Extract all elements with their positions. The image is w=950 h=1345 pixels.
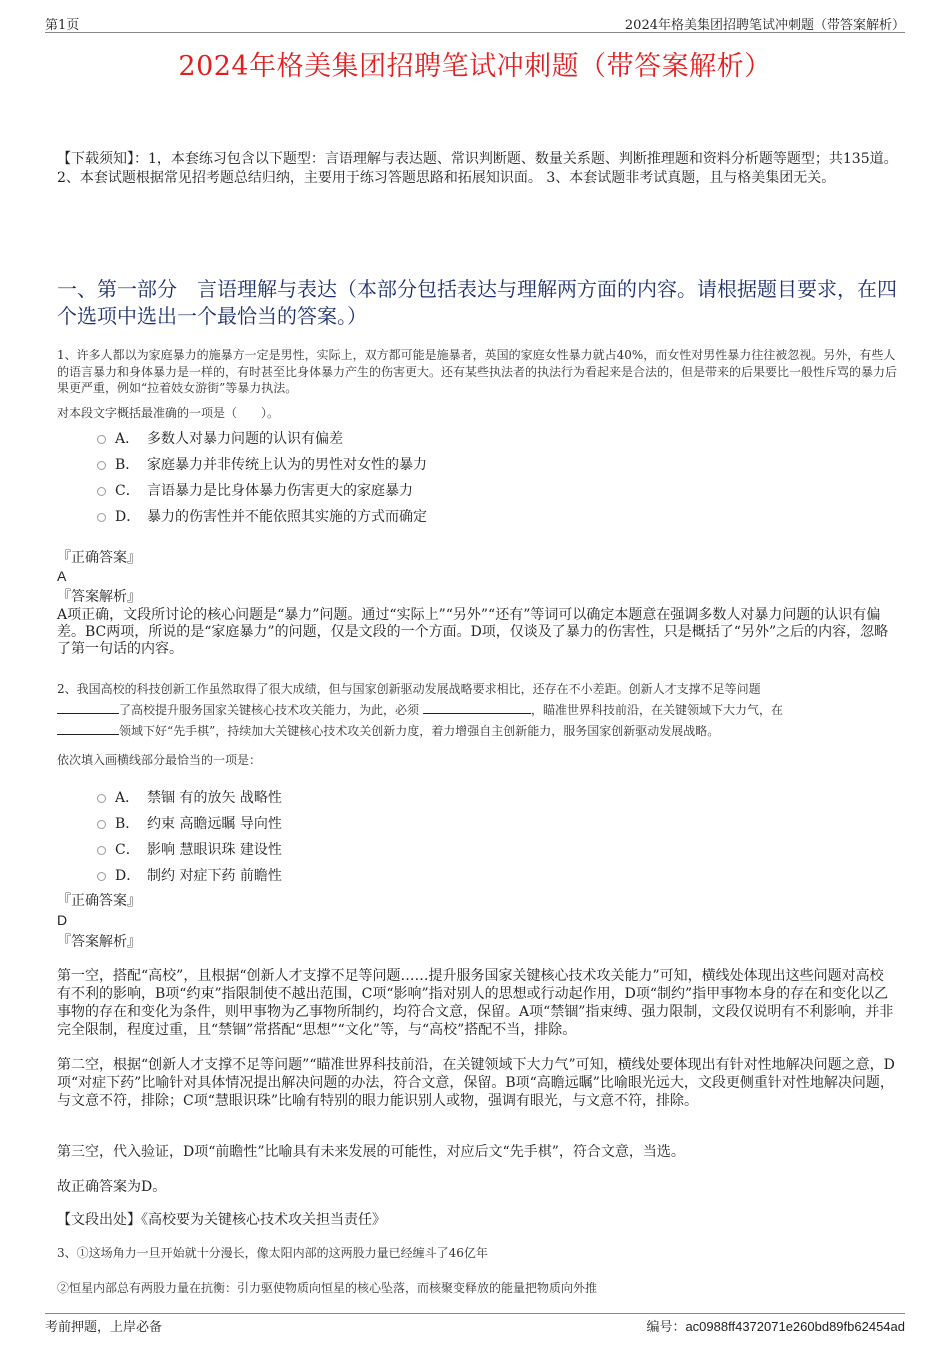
blank-2 xyxy=(423,701,531,714)
q1-options xyxy=(97,426,427,530)
q2-options xyxy=(97,785,282,889)
radio-icon[interactable] xyxy=(97,513,106,522)
q2-analysis-1: 第一空，搭配“高校”，且根据“创新人才支撑不足等问题……提升服务国家关键核心技术攻关能力”可知，横线处体现出这些问题对高校有不利的影响，B项“约束”指限制使不越出范围，C项“影响”指对别人的思想或行动起作用，D项“制约”指甲事物本身的存在和变化以乙事物的存在和变化为条件，则甲事物为乙事物所制约，均符合文意，保留。A项“禁锢”指束缚、强力限制，文段仅说明有不利影响，并非完全限制，程度过重，且“禁锢”常搭配“思想”“文化”等，与“高校”搭配不当，排除。 xyxy=(57,968,894,1038)
q2-stem: 2、我国高校的科技创新工作虽然取得了很大成绩，但与国家创新驱动发展战略要求相比，还存在不小差距。创新人才支撑不足等问题 了高校提升服务国家关键核心技术攻关能力，为此，必须 ，瞄准世界科技前沿，在关键领域下大力气，在 领域下好“先手棋”，持续加大关键核心技术攻关创新力度，着力增强自主创新能力，服务国家创新驱动发展战略。 xyxy=(57,682,784,738)
blank-1 xyxy=(57,701,119,714)
header-doc-title: 2024年格美集团招聘笔试冲刺题（带答案解析） xyxy=(624,18,905,33)
q2-analysis-2: 第二空，根据“创新人才支撑不足等问题”“瞄准世界科技前沿，在关键领域下大力气”可知，横线处要体现出有针对性地解决问题之意，D项“对症下药”比喻针对具体情况提出解决问题的办法，符合文意，保留。B项“高瞻远瞩”比喻眼光远大，文段更侧重针对性地解决问题，与文意不符，排除；C项“慧眼识珠”比喻有特别的眼力能识别人或物，强调有眼光，与文意不符，排除。 xyxy=(57,1057,895,1109)
page-header xyxy=(45,14,905,33)
q1-question: 对本段文字概括最准确的一项是（ ）。 xyxy=(57,406,280,420)
document-title: 2024年格美集团招聘笔试冲刺题（带答案解析） xyxy=(178,51,772,82)
footer-slogan: 考前押题，上岸必备 xyxy=(45,1320,163,1335)
radio-icon[interactable] xyxy=(97,487,106,496)
q1-analysis: A项正确，文段所讨论的核心问题是“暴力”问题。通过“实际上”“另外”“还有”等词可以确定本题意在强调多数人对暴力问题的认识有偏差。BC两项，所说的是“家庭暴力”的问题，仅是文段的一个方面。D项，仅谈及了暴力的伤害性，只是概括了“另外”之后的内容，忽略了第一句话的内容。 xyxy=(57,607,889,657)
q1-option-c[interactable]: C． 言语暴力是比身体暴力伤害更大的家庭暴力 xyxy=(97,478,427,504)
q1-analysis-label: 『答案解析』 xyxy=(57,589,141,605)
q1-stem: 1、许多人都以为家庭暴力的施暴方一定是男性，实际上，双方都可能是施暴者，英国的家庭女性暴力就占40%，而女性对男性暴力往往被忽视。另外，有些人的语言暴力和身体暴力是一样的，有时甚至比身体暴力产生的伤害更大。还有某些执法者的执法行为看起来是合法的，但是带来的后果要比一般性斥骂的暴力后果更严重，例如“拉着妓女游街”等暴力执法。 xyxy=(57,348,898,395)
q2-option-a[interactable]: A． 禁锢 有的放矢 战略性 xyxy=(97,785,282,811)
q1-correct-answer: A xyxy=(57,568,67,584)
q1-option-b[interactable]: B． 家庭暴力并非传统上认为的男性对女性的暴力 xyxy=(97,452,427,478)
footer-code: 编号：ac0988ff4372071e260bd89fb62454ad xyxy=(646,1319,905,1335)
page-footer xyxy=(45,1313,905,1336)
q2-option-d[interactable]: D． 制约 对症下药 前瞻性 xyxy=(97,863,282,889)
page-number: 第1页 xyxy=(45,18,80,33)
radio-icon[interactable] xyxy=(97,872,106,881)
radio-icon[interactable] xyxy=(97,846,106,855)
q2-correct-label: 『正确答案』 xyxy=(57,893,141,909)
download-notice: 【下载须知】：1，本套练习包含以下题型：言语理解与表达题、常识判断题、数量关系题、判断推理题和资料分析题等题型；共135道。 2、本套试题根据常见招考题总结归纳，主要用于练习答题思路和拓展知识面。 3、本套试题非考试真题，且与格美集团无关。 xyxy=(57,151,898,186)
radio-icon[interactable] xyxy=(97,435,106,444)
q3-line-1: 3、①这场角力一旦开始就十分漫长，像太阳内部的这两股力量已经缠斗了46亿年 xyxy=(57,1246,488,1260)
q2-source: 【文段出处】《高校要为关键核心技术攻关担当责任》 xyxy=(57,1212,386,1228)
q1-correct-label: 『正确答案』 xyxy=(57,550,141,566)
q2-option-b[interactable]: B． 约束 高瞻远瞩 导向性 xyxy=(97,811,282,837)
radio-icon[interactable] xyxy=(97,461,106,470)
q2-option-c[interactable]: C． 影响 慧眼识珠 建设性 xyxy=(97,837,282,863)
q1-option-d[interactable]: D． 暴力的伤害性并不能依照其实施的方式而确定 xyxy=(97,504,427,530)
q2-analysis-label: 『答案解析』 xyxy=(57,934,141,950)
q3-line-2: ②恒星内部总有两股力量在抗衡：引力驱使物质向恒星的核心坠落，而核聚变释放的能量把物质向外推 xyxy=(57,1281,598,1295)
radio-icon[interactable] xyxy=(97,794,106,803)
blank-3 xyxy=(57,722,119,735)
q2-question: 依次填入画横线部分最恰当的一项是： xyxy=(57,753,262,767)
q2-correct-answer: D xyxy=(57,912,68,928)
q2-analysis-3: 第三空，代入验证，D项“前瞻性”比喻具有未来发展的可能性，对应后文“先手棋”，符合文意，当选。 xyxy=(57,1144,685,1160)
q2-analysis-4: 故正确答案为D。 xyxy=(57,1179,167,1195)
section-heading: 一、第一部分 言语理解与表达（本部分包括表达与理解两方面的内容。请根据题目要求，在四个选项中选出一个最恰当的答案。） xyxy=(57,277,897,328)
q1-option-a[interactable]: A． 多数人对暴力问题的认识有偏差 xyxy=(97,426,427,452)
radio-icon[interactable] xyxy=(97,820,106,829)
